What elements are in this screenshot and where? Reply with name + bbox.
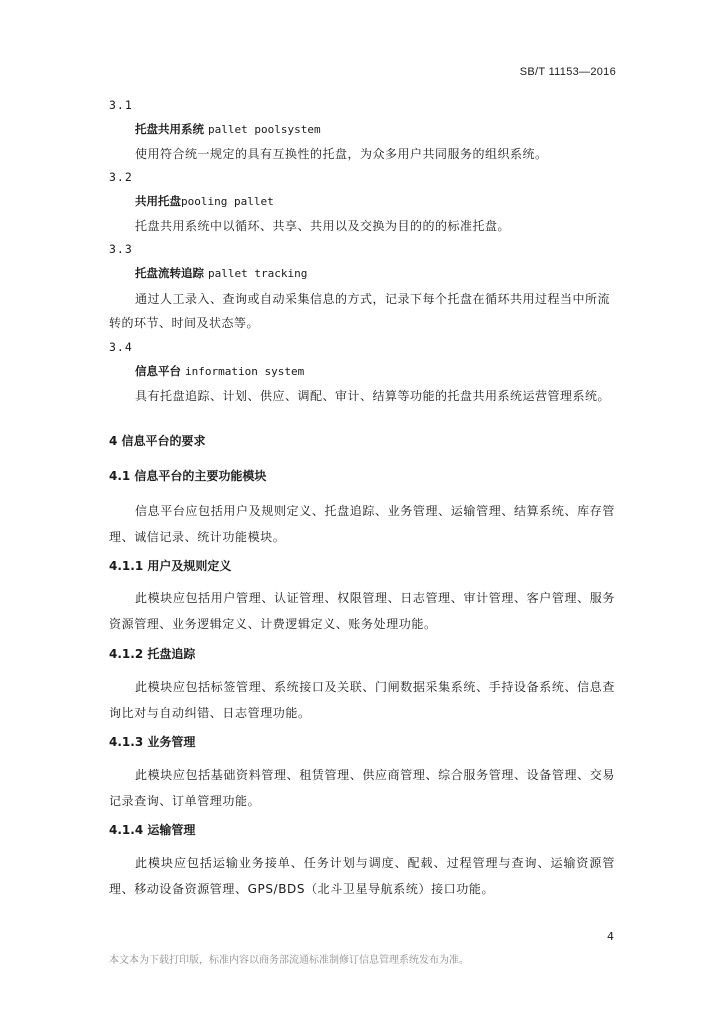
term-number: 3.2	[109, 170, 133, 184]
term-title-zh: 托盘共用系统	[135, 122, 204, 136]
term-definition-line: 转的环节、时间及状态等。	[109, 316, 260, 330]
term-definition-line: 通过人工录入、查询或自动采集信息的方式，记录下每个托盘在循环共用过程当中所流	[135, 292, 611, 306]
term-title	[135, 265, 307, 281]
section-heading: 4.1.4 运输管理	[109, 823, 196, 837]
term-title	[135, 121, 321, 137]
term-title	[135, 193, 274, 209]
section-heading: 4.1.2 托盘追踪	[109, 647, 196, 661]
term-title-en: pooling pallet	[181, 195, 274, 208]
section-heading: 4.1.3 业务管理	[109, 735, 196, 749]
term-title-zh: 信息平台	[135, 364, 181, 378]
term-title-zh: 共用托盘	[135, 194, 181, 208]
term-title-en: information system	[185, 365, 305, 378]
term-number: 3.1	[109, 98, 133, 112]
term-title-en: pallet tracking	[208, 267, 308, 280]
section-paragraph: 此模块应包括用户管理、认证管理、权限管理、日志管理、审计管理、客户管理、服务资源管理、业务逻辑定义、计费逻辑定义、账务处理功能。	[109, 591, 615, 631]
term-title-en: pallet poolsystem	[208, 123, 321, 136]
section-heading: 4 信息平台的要求	[109, 434, 206, 448]
term-title	[135, 363, 304, 379]
term-number: 3.4	[109, 340, 133, 354]
section-paragraph: 此模块应包括运输业务接单、任务计划与调度、配载、过程管理与查询、运输资源管理、移动设备资源管理、GPS/BDS（北斗卫星导航系统）接口功能。	[109, 856, 615, 896]
section-heading: 4.1.1 用户及规则定义	[109, 559, 232, 573]
term-definition: 托盘共用系统中以循环、共享、共用以及交换为目的的的标准托盘。	[135, 219, 511, 233]
term-title-zh: 托盘流转追踪	[135, 266, 204, 280]
term-definition: 具有托盘追踪、计划、供应、调配、审计、结算等功能的托盘共用系统运营管理系统。	[135, 389, 611, 403]
footer-notice: 本文本为下载打印版，标准内容以商务部流通标准制修订信息管理系统发布为准。	[109, 955, 469, 966]
page-number: 4	[607, 930, 614, 943]
section-heading: 4.1 信息平台的主要功能模块	[109, 469, 267, 483]
section-paragraph: 信息平台应包括用户及规则定义、托盘追踪、业务管理、运输管理、结算系统、库存管理、诚信记录、统计功能模块。	[109, 504, 615, 544]
section-paragraph: 此模块应包括基础资料管理、租赁管理、供应商管理、综合服务管理、设备管理、交易记录查询、订单管理功能。	[109, 768, 615, 808]
section-paragraph: 此模块应包括标签管理、系统接口及关联、门闸数据采集系统、手持设备系统、信息查询比对与自动纠错、日志管理功能。	[109, 680, 615, 720]
standard-code-header: SB/T 11153—2016	[519, 66, 616, 78]
term-number: 3.3	[109, 242, 133, 256]
term-definition: 使用符合统一规定的具有互换性的托盘，为众多用户共同服务的组织系统。	[135, 147, 548, 161]
